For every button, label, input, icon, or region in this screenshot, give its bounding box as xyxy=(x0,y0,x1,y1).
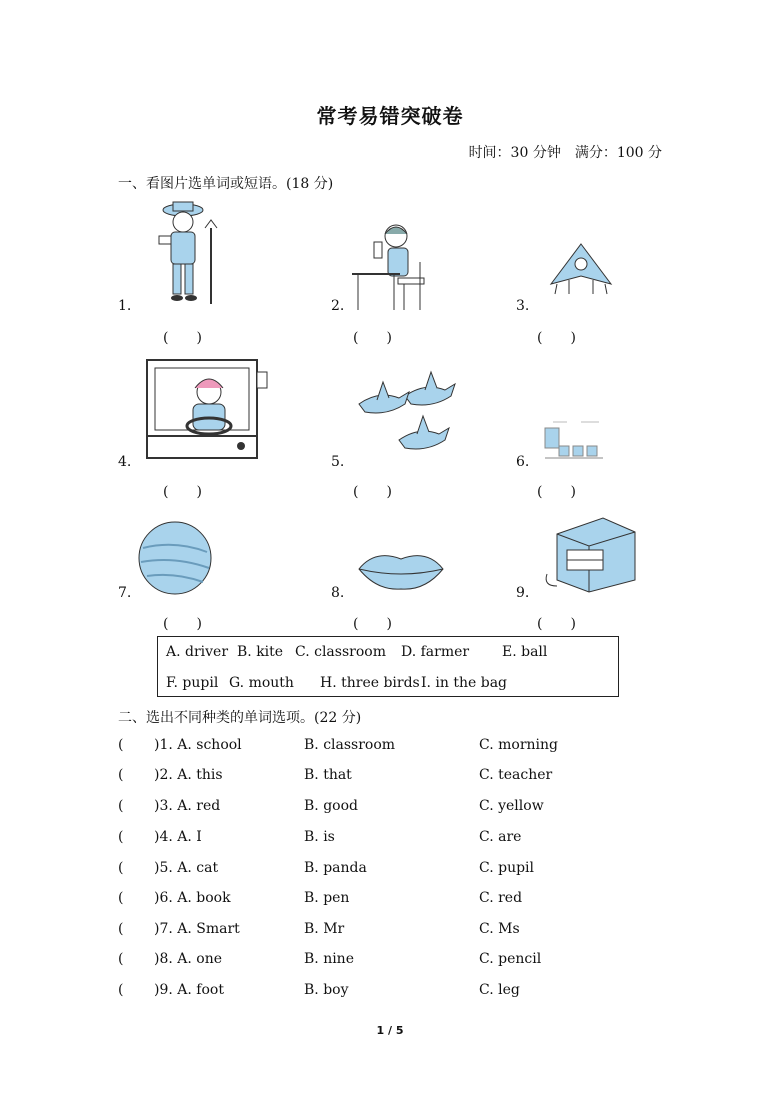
option-label: A. driver xyxy=(166,644,229,660)
question-row xyxy=(118,890,678,912)
option-label: B. kite xyxy=(237,644,284,660)
section1-heading: 一、看图片选单词或短语。(18 分) xyxy=(118,176,334,192)
option-c: C. red xyxy=(479,890,523,906)
in-the-bag-picture xyxy=(543,514,638,594)
option-a: )5. A. cat xyxy=(154,860,219,876)
item-number: 3. xyxy=(516,298,530,314)
option-a: )7. A. Smart xyxy=(154,921,240,937)
option-label: H. three birds xyxy=(320,675,420,691)
answer-paren[interactable]: ( ) xyxy=(537,616,576,632)
answer-paren[interactable]: ( ) xyxy=(163,330,202,346)
answer-paren[interactable]: ( xyxy=(118,951,124,967)
option-c: C. teacher xyxy=(479,767,553,783)
exam-meta: 时间：30 分钟 满分：100 分 xyxy=(468,145,662,161)
kite-picture xyxy=(545,240,617,310)
item-number: 7. xyxy=(118,585,132,601)
option-b: B. panda xyxy=(304,860,367,876)
answer-paren[interactable]: ( ) xyxy=(353,616,392,632)
option-b: B. is xyxy=(304,829,335,845)
item-number: 9. xyxy=(516,585,530,601)
option-c: C. pencil xyxy=(479,951,542,967)
option-a: )4. A. I xyxy=(154,829,202,845)
option-label: G. mouth xyxy=(229,675,294,691)
option-a: )3. A. red xyxy=(154,798,221,814)
option-b: B. that xyxy=(304,767,352,783)
question-row xyxy=(118,767,678,789)
question-row xyxy=(118,798,678,820)
option-a: )1. A. school xyxy=(154,737,242,753)
option-a: )6. A. book xyxy=(154,890,231,906)
option-a: )8. A. one xyxy=(154,951,223,967)
answer-paren[interactable]: ( xyxy=(118,767,124,783)
answer-paren[interactable]: ( xyxy=(118,860,124,876)
question-row xyxy=(118,951,678,973)
item-number: 4. xyxy=(118,454,132,470)
option-c: C. Ms xyxy=(479,921,520,937)
option-label: D. farmer xyxy=(401,644,470,660)
page-title: 常考易错突破卷 xyxy=(316,104,464,128)
question-row xyxy=(118,982,678,1004)
option-a: )9. A. foot xyxy=(154,982,224,998)
answer-paren[interactable]: ( xyxy=(118,737,124,753)
item-number: 2. xyxy=(331,298,345,314)
answer-paren[interactable]: ( xyxy=(118,829,124,845)
mouth-picture xyxy=(355,545,447,595)
answer-paren[interactable]: ( ) xyxy=(163,616,202,632)
option-b: B. nine xyxy=(304,951,354,967)
option-c: C. leg xyxy=(479,982,520,998)
answer-paren[interactable]: ( ) xyxy=(537,484,576,500)
option-b: B. Mr xyxy=(304,921,345,937)
three-birds-picture xyxy=(355,368,465,462)
option-label: E. ball xyxy=(502,644,548,660)
question-row xyxy=(118,829,678,851)
section2-heading: 二、选出不同种类的单词选项。(22 分) xyxy=(118,710,362,726)
answer-paren[interactable]: ( ) xyxy=(537,330,576,346)
item-number: 5. xyxy=(331,454,345,470)
classroom-picture xyxy=(543,418,607,462)
answer-paren[interactable]: ( ) xyxy=(353,484,392,500)
answer-paren[interactable]: ( xyxy=(118,982,124,998)
option-b: B. pen xyxy=(304,890,350,906)
option-c: C. yellow xyxy=(479,798,544,814)
answer-paren[interactable]: ( xyxy=(118,798,124,814)
option-label: C. classroom xyxy=(295,644,386,660)
bus-driver-picture xyxy=(145,358,270,462)
option-c: C. are xyxy=(479,829,522,845)
question-row xyxy=(118,921,678,943)
item-number: 8. xyxy=(331,585,345,601)
answer-paren[interactable]: ( ) xyxy=(163,484,202,500)
option-b: B. boy xyxy=(304,982,349,998)
pupil-at-desk-picture xyxy=(348,222,428,314)
option-label: F. pupil xyxy=(166,675,219,691)
farmer-picture xyxy=(145,198,225,308)
question-row xyxy=(118,737,678,759)
options-box xyxy=(157,636,619,697)
option-b: B. good xyxy=(304,798,358,814)
answer-paren[interactable]: ( xyxy=(118,890,124,906)
option-b: B. classroom xyxy=(304,737,396,753)
question-row xyxy=(118,860,678,882)
option-a: )2. A. this xyxy=(154,767,223,783)
option-label: I. in the bag xyxy=(421,675,508,691)
item-number: 6. xyxy=(516,454,530,470)
page-number: 1 / 5 xyxy=(376,1024,404,1037)
answer-paren[interactable]: ( xyxy=(118,921,124,937)
ball-picture xyxy=(137,518,217,598)
option-c: C. pupil xyxy=(479,860,535,876)
option-c: C. morning xyxy=(479,737,558,753)
answer-paren[interactable]: ( ) xyxy=(353,330,392,346)
item-number: 1. xyxy=(118,298,132,314)
